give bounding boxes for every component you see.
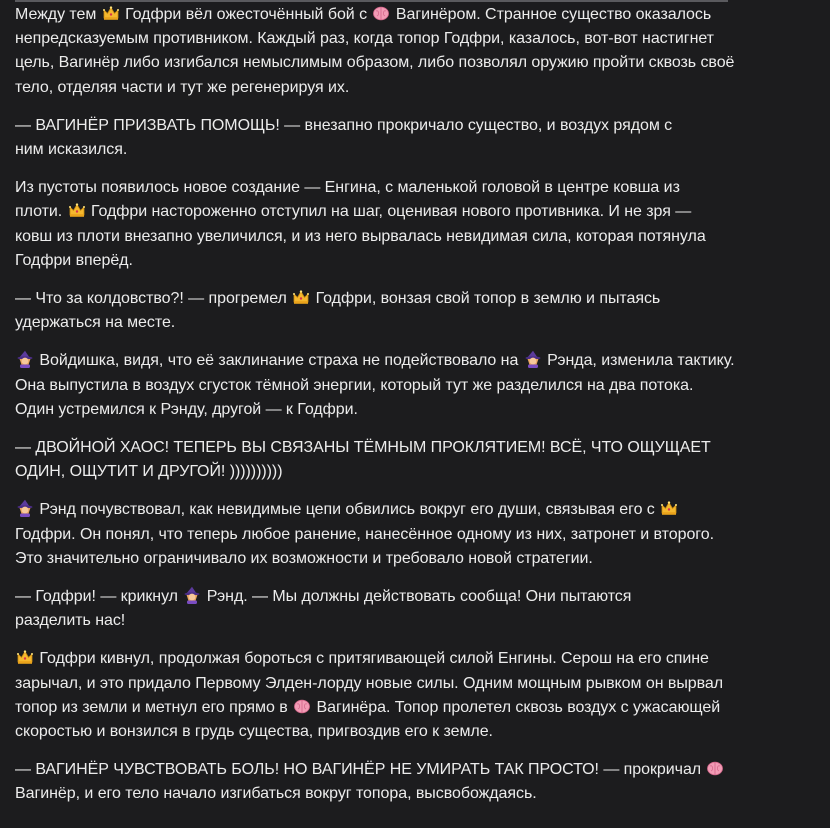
text-line: [15, 200, 815, 224]
witch-icon: [183, 586, 201, 604]
text-segment: Из пустоты появилось новое создание — Енгина, с маленькой головой в центре ковша из: [15, 179, 680, 197]
text-line: [15, 51, 815, 75]
story-text: [15, 3, 815, 821]
text-line: [15, 76, 815, 100]
text-line: [15, 585, 815, 609]
text-segment: Годфри вперёд.: [15, 251, 133, 269]
text-segment: скоростью и вонзился в грудь существа, пригвоздив его к земле.: [15, 723, 493, 741]
crown-icon: [16, 648, 34, 666]
text-segment: удержаться на месте.: [15, 314, 176, 332]
text-segment: топор из земли и метнул его прямо в: [15, 698, 293, 716]
text-line: [15, 436, 815, 460]
text-line: [15, 460, 815, 484]
text-segment: ним исказился.: [15, 141, 128, 159]
story-paragraph: [15, 114, 815, 162]
text-segment: Рэнд почувствовал, как невидимые цепи обвились вокруг его души, связывая его с: [39, 501, 660, 519]
text-line: [15, 114, 815, 138]
text-segment: цель, Вагинёр либо изгибался немыслимым образом, либо позволял оружию пройти сквозь своё: [15, 54, 735, 72]
text-segment: Войдишка, видя, что её заклинание страха не подействовало на: [39, 352, 523, 370]
text-line: [15, 176, 815, 200]
text-segment: Рэнда, изменила тактику.: [547, 352, 735, 370]
story-paragraph: [15, 287, 815, 335]
text-line: [15, 647, 815, 671]
witch-icon: [16, 499, 34, 517]
text-segment: Она выпустила в воздух сгусток тёмной энергии, который тут же разделился на два потока.: [15, 376, 694, 394]
text-segment: Вагинёром. Странное существо оказалось: [395, 6, 712, 23]
text-segment: зарычал, и это придало Первому Элден-лорду новые силы. Одним мощным рывком он вырвал: [15, 674, 724, 692]
story-paragraph: [15, 349, 815, 422]
text-segment: — ВАГИНЁР ПРИЗВАТЬ ПОМОЩЬ! — внезапно прокричало существо, и воздух рядом с: [15, 116, 673, 134]
brain-icon: [372, 4, 390, 22]
story-paragraph: [15, 3, 815, 100]
crown-icon: [292, 288, 310, 306]
text-line: [15, 349, 815, 373]
crown-icon: [102, 4, 120, 22]
text-segment: ОДИН, ОЩУТИТ И ДРУГОЙ! )))))))))): [15, 463, 283, 481]
story-paragraph: [15, 176, 815, 273]
text-segment: — ВАГИНЁР ЧУВСТВОВАТЬ БОЛЬ! НО ВАГИНЁР НЕ УМИРАТЬ ТАК ПРОСТО! — прокричал: [15, 761, 706, 779]
text-line: [15, 3, 815, 27]
brain-icon: [293, 697, 311, 715]
text-segment: Годфри, вонзая свой топор в землю и пытаясь: [315, 290, 661, 308]
text-segment: Годфри. Он понял, что теперь любое ранение, нанесённое одному из них, затронет и второго.: [15, 525, 714, 543]
text-line: [15, 672, 815, 696]
text-segment: плоти.: [15, 203, 67, 221]
text-line: [15, 398, 815, 422]
text-line: [15, 720, 815, 744]
crown-icon: [660, 499, 678, 517]
brain-icon: [706, 759, 724, 777]
text-line: [15, 523, 815, 547]
story-paragraph: [15, 498, 815, 571]
text-line: [15, 287, 815, 311]
text-line: [15, 138, 815, 162]
text-segment: Годфри кивнул, продолжая бороться с притягивающей силой Енгины. Серош на его спине: [39, 650, 709, 668]
story-paragraph: [15, 585, 815, 633]
text-segment: Один устремился к Рэнду, другой — к Годфри.: [15, 400, 358, 418]
text-line: [15, 311, 815, 335]
text-line: [15, 374, 815, 398]
crown-icon: [68, 201, 86, 219]
text-segment: — ДВОЙНОЙ ХАОС! ТЕПЕРЬ ВЫ СВЯЗАНЫ ТЁМНЫМ ПРОКЛЯТИЕМ! ВСЁ, ЧТО ОЩУЩАЕТ: [15, 439, 711, 457]
text-segment: — Что за колдовство?! — прогремел: [15, 290, 292, 308]
top-divider: [15, 0, 728, 2]
text-line: [15, 696, 815, 720]
text-segment: Вагинёра. Топор пролетел сквозь воздух с ужасающей: [316, 698, 721, 716]
text-segment: непредсказуемым противником. Каждый раз, когда топор Годфри, казалось, вот-вот настигнет: [15, 30, 714, 48]
text-line: [15, 547, 815, 571]
text-line: [15, 27, 815, 51]
text-segment: Рэнд. — Мы должны действовать сообща! Они пытаются: [206, 588, 632, 606]
text-segment: ковш из плоти внезапно увеличился, и из него вырвалась невидимая сила, которая потянула: [15, 227, 706, 245]
text-line: [15, 609, 815, 633]
text-segment: Это значительно ограничивало их возможности и требовало новой стратегии.: [15, 549, 593, 567]
text-segment: тело, отделяя части и тут же регенерируя их.: [15, 78, 350, 96]
text-segment: — Годфри! — крикнул: [15, 588, 183, 606]
witch-icon: [16, 350, 34, 368]
text-line: [15, 225, 815, 249]
text-segment: разделить нас!: [15, 612, 126, 630]
story-paragraph: [15, 647, 815, 744]
text-line: [15, 758, 815, 782]
story-paragraph: [15, 436, 815, 484]
text-segment: Вагинёр, и его тело начало изгибаться вокруг топора, высвобождаясь.: [15, 785, 537, 803]
story-paragraph: [15, 758, 815, 806]
text-line: [15, 498, 815, 522]
text-segment: Годфри настороженно отступил на шаг, оценивая нового противника. И не зря —: [90, 203, 692, 221]
text-segment: Между тем: [15, 6, 101, 23]
witch-icon: [524, 350, 542, 368]
text-line: [15, 249, 815, 273]
text-segment: Годфри вёл ожесточённый бой с: [125, 6, 372, 23]
text-line: [15, 782, 815, 806]
